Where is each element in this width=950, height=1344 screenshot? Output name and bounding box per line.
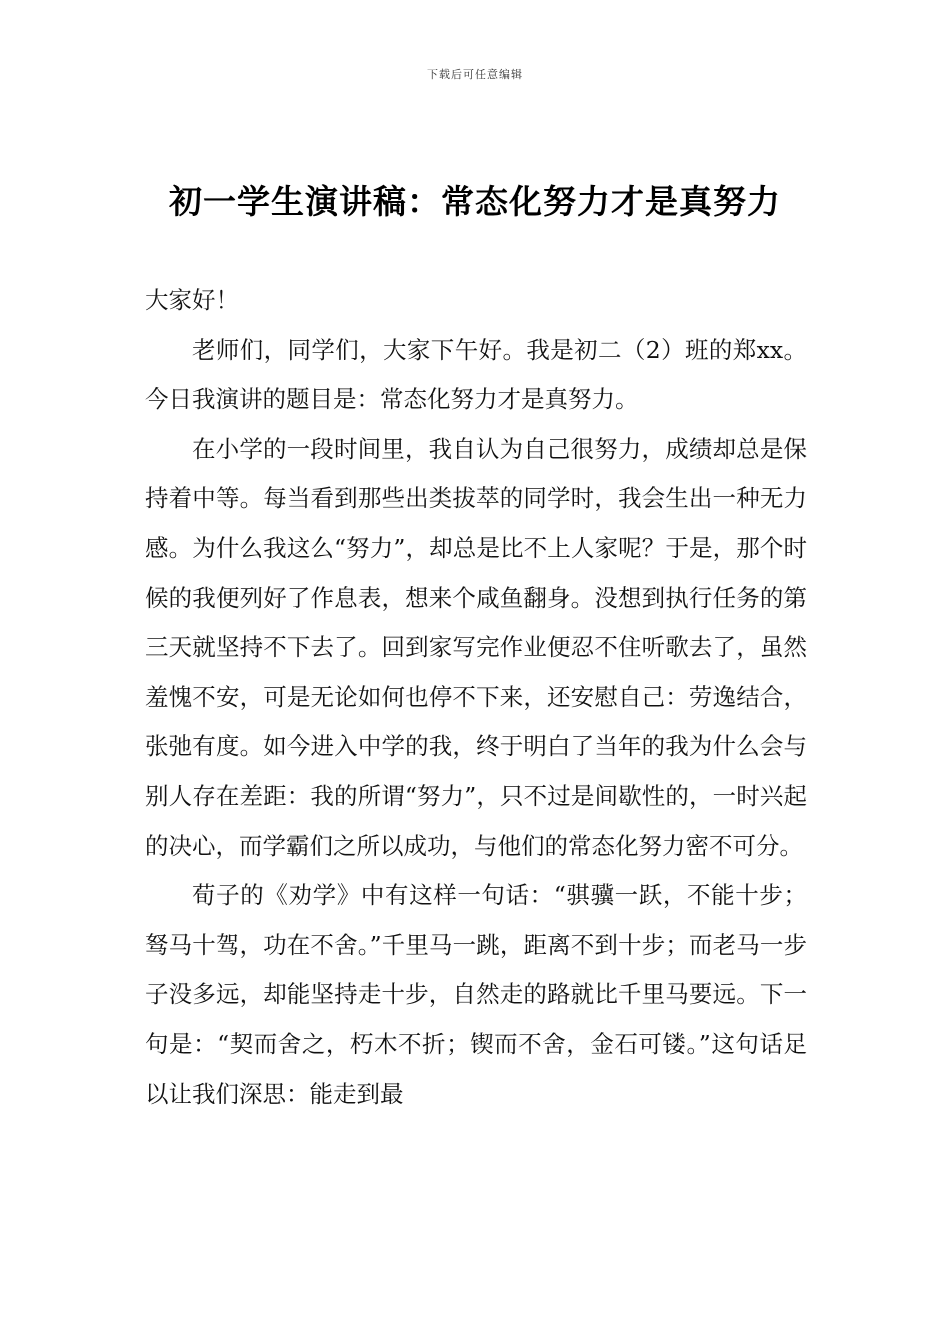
paragraph-3: 荀子的《劝学》中有这样一句话：“骐骥一跃，不能十步；驽马十驾，功在不舍。”千里马一跳，距离不到十步；而老马一步子没多远，却能坚持走十步，自然走的路就比千里马要远。下一句是：“契而舍之，朽木不折；锲而不舍，金石可镂。”这句话足以让我们深思：能走到最 (145, 881, 807, 1108)
header-note: 下载后可任意编辑 (427, 68, 523, 81)
document-body (145, 276, 807, 1119)
greeting-line: 大家好！ (145, 286, 239, 314)
document-title: 初一学生演讲稿：常态化努力才是真努力 (169, 182, 781, 221)
paragraph-2: 在小学的一段时间里，我自认为自己很努力，成绩却总是保持着中等。每当看到那些出类拔萃的同学时，我会生出一种无力感。为什么我这么“努力”，却总是比不上人家呢？于是，那个时候的我便列好了作息表，想来个咸鱼翻身。没想到执行任务的第三天就坚持不下去了。回到家写完作业便忍不住听歌去了，虽然羞愧不安，可是无论如何也停不下来，还安慰自己：劳逸结合，张弛有度。如今进入中学的我，终于明白了当年的我为什么会与别人存在差距：我的所谓“努力”，只不过是间歇性的，一时兴起的决心，而学霸们之所以成功，与他们的常态化努力密不可分。 (145, 434, 807, 860)
paragraph-1: 老师们，同学们，大家下午好。我是初二（2）班的郑xx。今日我演讲的题目是：常态化努力才是真努力。 (145, 335, 807, 414)
